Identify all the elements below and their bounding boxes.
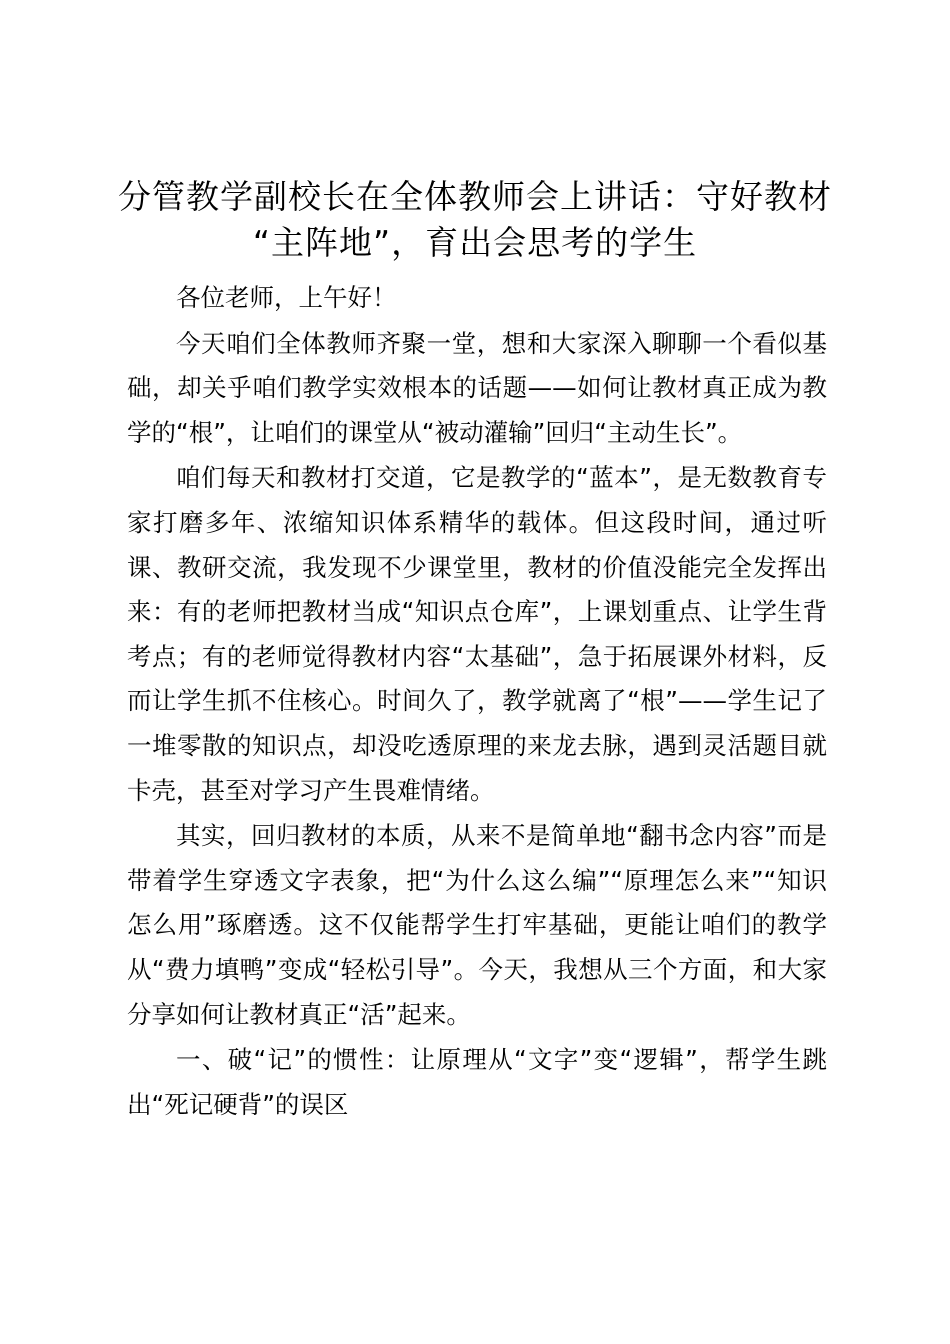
- body-paragraph-intro: 今天咱们全体教师齐聚一堂，想和大家深入聊聊一个看似基础，却关乎咱们教学实效根本的话题——如何让教材真正成为教学的“根”，让咱们的课堂从“被动灌输”回归“主动生长”。: [127, 328, 827, 447]
- document-body: [127, 276, 827, 1127]
- document-title: 分管教学副校长在全体教师会上讲话：守好教材 “主阵地”，育出会思考的学生: [118, 177, 832, 262]
- section-heading-one: 一、破“记”的惯性：让原理从“文字”变“逻辑”，帮学生跳出“死记硬背”的误区: [127, 1045, 827, 1119]
- greeting-paragraph: 各位老师，上午好！: [176, 283, 397, 312]
- body-paragraph-problem: 咱们每天和教材打交道，它是教学的“蓝本”，是无数教育专家打磨多年、浓缩知识体系精华的载体。但这段时间，通过听课、教研交流，我发现不少课堂里，教材的价值没能完全发挥出来：有的老师把教材当成“知识点仓库”，上课划重点、让学生背考点；有的老师觉得教材内容“太基础”，急于拓展课外材料，反而让学生抓不住核心。时间久了，教学就离了“根”——学生记了一堆零散的知识点，却没吃透原理的来龙去脉，遇到灵活题目就卡壳，甚至对学习产生畏难情绪。: [127, 463, 827, 805]
- body-paragraph-solution: 其实，回归教材的本质，从来不是简单地“翻书念内容”而是带着学生穿透文字表象，把“为什么这么编”“原理怎么来”“知识怎么用”琢磨透。这不仅能帮学生打牢基础，更能让咱们的教学从“费力填鸭”变成“轻松引导”。今天，我想从三个方面，和大家分享如何让教材真正“活”起来。: [127, 821, 827, 1029]
